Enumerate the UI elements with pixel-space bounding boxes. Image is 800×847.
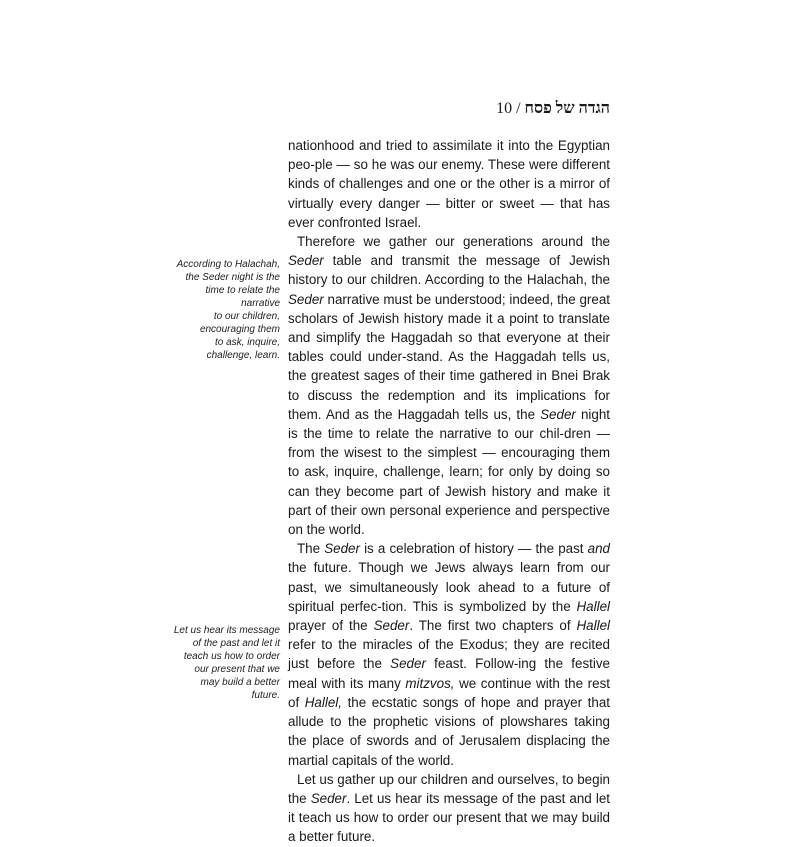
text-run: the ecstatic songs of hope and prayer that allude to the prophetic visions of plowshares taking the place of swords and of Jerusalem displacing the martial capitals of the world. [288,694,610,768]
margin-note-line: future. [251,690,280,701]
text-run: nationhood and tried to assimilate it into the Egyptian peo-ple — so he was our enemy. These were different kinds of challenges and one or the other is a mirror of virtually every danger — bitter or sweet — that has ever confronted Israel. [288,138,610,230]
text-run: prayer of the [288,618,374,634]
text-run: feast. Follow-ing the festive meal with its many [288,656,610,691]
margin-note-halachah [160,258,280,362]
running-header [288,100,610,118]
page-number: 10 [496,100,513,117]
italic-term: and [587,541,610,557]
italic-term: Seder [288,253,324,269]
margin-note-line: encouraging them [199,324,280,335]
text-run: Let us gather up our children and ourselves, to begin the [288,771,610,806]
text-run: refer to the miracles of the Exodus; they are recited just before the [288,637,610,672]
text-run: the future. Though we Jews always learn from our past, we simultaneously look ahead to a future of spiritual perfec-tion. This is symbolized by the [288,560,610,614]
margin-note-line: According to Halachah, [176,259,280,270]
italic-term: mitzvos, [405,675,455,691]
paragraph [288,539,610,769]
italic-term: Hallel [576,598,610,614]
book-title-hebrew: הגדה של פסח [524,100,610,117]
text-run: narrative must be understood; indeed, the great scholars of Jewish history made it a point to translate and simplify the Haggadah so that everyone at their tables could under-stand. As the Haggadah tells us, the greatest sages of their time gathered in Bnei Brak to discuss the redemption and its implications for them. And as the Haggadah tells us, the [288,291,610,422]
paragraph [288,136,610,232]
body-text [288,136,610,847]
margin-note-line: the Seder night is the [185,272,280,283]
margin-note-line: Let us hear its message [173,625,280,636]
margin-note-line: to ask, inquire, [214,337,280,348]
margin-note-line: teach us how to order [183,651,280,662]
italic-term: Hallel, [304,694,342,710]
italic-term: Seder [540,406,576,422]
margin-note-line: to our children, [213,311,280,322]
margin-note-line: narrative [241,298,280,309]
text-run: night is the time to relate the narrative to our chil-dren — from the wisest to the simplest — encouraging them to ask, inquire, challenge, learn; for only by doing so can they become part of Jewish history and make it part of their own personal experience and perspective on the world. [288,406,610,538]
text-run: . The first two chapters of [409,618,577,634]
margin-note-message [160,624,280,702]
italic-term: Seder [390,656,426,672]
text-run: Therefore we gather our generations around the [297,234,610,250]
header-separator: / [516,100,521,117]
text-run: table and transmit the message of Jewish history to our children. According to the Halachah, the [288,253,610,288]
italic-term: Seder [373,618,410,634]
margin-note-line: challenge, learn. [206,350,280,361]
margin-note-line: our present that we [194,664,280,675]
italic-term: Hallel [576,618,611,634]
margin-note-line: may build a better [200,677,280,688]
paragraph [288,232,610,539]
italic-term: Seder [310,790,347,806]
margin-note-line: time to relate the [205,285,280,296]
italic-term: Seder [324,541,360,557]
italic-term: Seder [288,291,324,307]
margin-note-line: of the past and let it [192,638,280,649]
text-run: The [297,541,325,557]
paragraph [288,770,610,847]
text-run: is a celebration of history — the past [359,541,588,557]
text-run: . Let us hear its message of the past and let it teach us how to order our present that we may build a better future. [288,790,610,845]
text-run: we continue with the rest of [288,675,610,710]
